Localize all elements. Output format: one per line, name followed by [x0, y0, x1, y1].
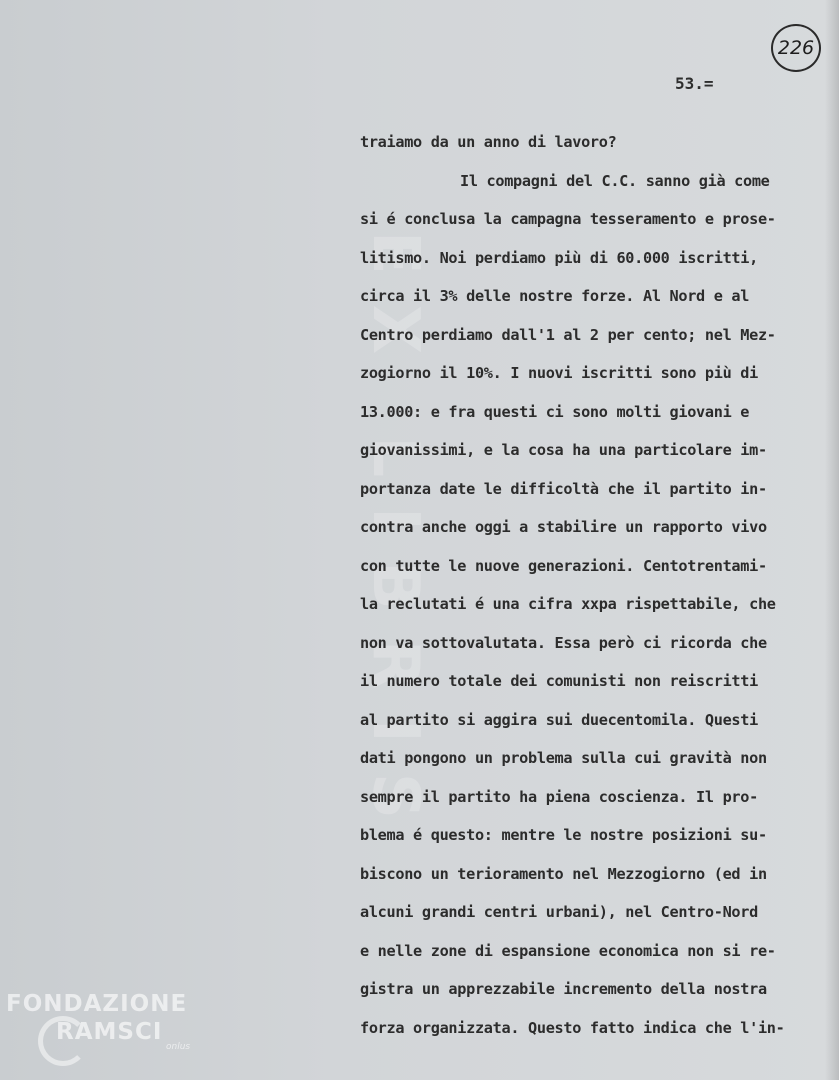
text-line: biscono un terioramento nel Mezzogiorno (ed in [360, 864, 767, 883]
text-line: Centro perdiamo dall'1 al 2 per cento; nel Mez- [360, 325, 776, 344]
text-line: alcuni grandi centri urbani), nel Centro-Nord [360, 903, 758, 921]
text-line: zogiorno il 10%. I nuovi iscritti sono più di [360, 364, 758, 382]
text-line: litismo. Noi perdiamo più di 60.000 iscritti, [360, 248, 758, 267]
text-line: il numero totale dei comunisti non reiscritti [360, 672, 758, 690]
text-line: si é conclusa la campagna tesseramento e prose- [360, 210, 776, 228]
text-line: con tutte le nuove generazioni. Centotrentami- [360, 556, 767, 575]
text-line: contra anche oggi a stabilire un rapporto vivo [360, 518, 767, 536]
folio-number: 226 [777, 37, 815, 59]
text-line: al partito si aggira sui duecentomila. Questi [360, 710, 758, 729]
text-line: non va sottovalutata. Essa però ci ricorda che [360, 633, 767, 652]
text-line: circa il 3% delle nostre forze. Al Nord e al [360, 287, 750, 305]
text-line: Il compagni del C.C. sanno già come [460, 171, 770, 190]
logo-line-1: FONDAZIONE [6, 991, 188, 1017]
text-line: blema é questo: mentre le nostre posizioni su- [360, 826, 767, 844]
text-line: sempre il partito ha piena coscienza. Il pro- [360, 787, 758, 806]
text-line: giovanissimi, e la cosa ha una particolare im- [360, 441, 767, 459]
page-number: 53.= [675, 74, 714, 93]
background-watermark: EX LIBRIS [358, 231, 432, 849]
text-line: portanza date le difficoltà che il partito in- [360, 479, 767, 498]
text-line: e nelle zone di espansione economica non si re- [360, 941, 776, 960]
g-icon [38, 1016, 88, 1066]
logo-subtitle: onlus [166, 1042, 191, 1052]
text-line: traiamo da un anno di lavoro? [360, 133, 617, 151]
folio-stamp [771, 24, 821, 72]
text-line: 13.000: e fra questi ci sono molti giovani e [360, 402, 750, 421]
text-line: gistra un apprezzabile incremento della nostra [360, 980, 767, 998]
text-line: forza organizzata. Questo fatto indica che l'in- [360, 1018, 785, 1037]
fondazione-gramsci-logo [6, 990, 206, 1070]
logo-line-2: RAMSCI [56, 1019, 163, 1045]
text-line: la reclutati é una cifra xxpa rispettabile, che [360, 595, 776, 613]
text-line: dati pongono un problema sulla cui gravità non [360, 749, 767, 767]
typed-text-body [360, 131, 830, 1055]
